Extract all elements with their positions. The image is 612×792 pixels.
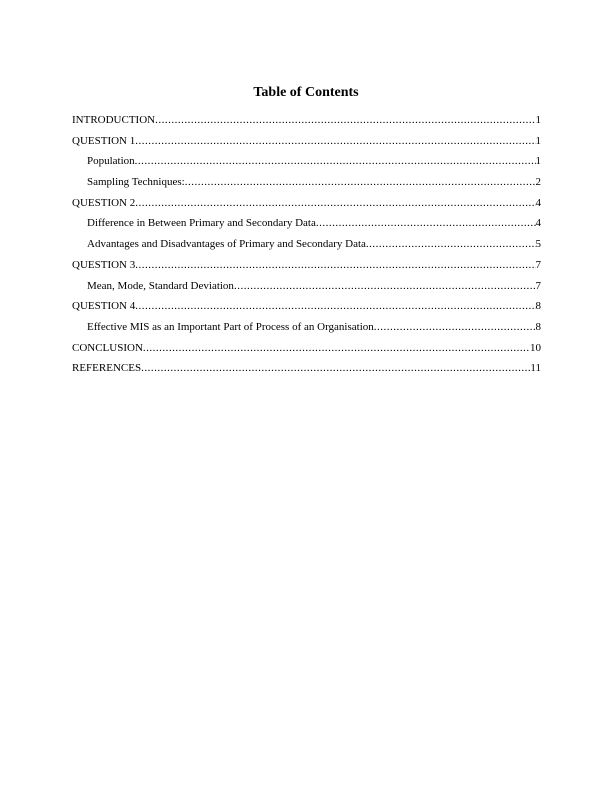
toc-dot-leader	[135, 155, 536, 168]
toc-dot-leader	[185, 176, 536, 189]
toc-entry-references[interactable]	[72, 362, 541, 383]
toc-entry-conclusion[interactable]	[72, 342, 541, 363]
toc-entry-page: 1	[535, 114, 541, 126]
toc-dot-leader	[366, 238, 536, 251]
toc-entry-label: INTRODUCTION	[72, 114, 156, 126]
toc-dot-leader	[135, 300, 535, 313]
toc-entry-label: Mean, Mode, Standard Deviation	[87, 279, 234, 292]
toc-entry-page: 10	[530, 341, 541, 354]
toc-title: Table of Contents	[253, 85, 359, 100]
toc-entry-introduction[interactable]	[72, 114, 541, 135]
toc-dot-leader	[135, 197, 535, 210]
toc-entry-question-3[interactable]	[72, 259, 541, 280]
toc-entry-page: 5	[535, 238, 541, 251]
toc-entry-mean-mode-sd[interactable]	[72, 280, 541, 301]
toc-entry-page: 8	[535, 300, 541, 313]
toc-entry-label: Population	[87, 155, 135, 168]
toc-entry-question-4[interactable]	[72, 300, 541, 321]
toc-entry-page: 2	[535, 176, 541, 189]
toc-entry-label: Sampling Techniques:	[87, 176, 185, 189]
toc-entry-page: 8	[535, 320, 541, 333]
toc-entry-page: 1	[535, 155, 541, 168]
toc-entry-population[interactable]	[72, 155, 541, 176]
toc-dot-leader	[143, 342, 530, 355]
toc-entry-label: REFERENCES	[72, 362, 142, 375]
toc-entry-label: CONCLUSION	[72, 341, 143, 354]
toc-entry-question-2[interactable]	[72, 197, 541, 218]
toc-dot-leader	[234, 280, 536, 293]
toc-dot-leader	[155, 114, 535, 127]
toc-dot-leader	[135, 135, 535, 148]
toc-entry-page: 11	[530, 362, 541, 375]
toc-entry-label: QUESTION 2	[72, 196, 136, 209]
toc-entry-effective-mis[interactable]	[72, 321, 541, 342]
toc-entry-label: QUESTION 4	[72, 300, 136, 313]
toc-entry-question-1[interactable]	[72, 135, 541, 156]
toc-entry-page: 4	[535, 217, 541, 230]
toc-entry-page: 4	[535, 196, 541, 209]
toc-entry-page: 7	[535, 279, 541, 292]
toc-dot-leader	[141, 362, 530, 375]
toc-entry-advantages-disadvantages[interactable]	[72, 238, 541, 259]
toc-entry-label: Advantages and Disadvantages of Primary and Secondary Data	[87, 238, 366, 251]
toc-dot-leader	[374, 321, 536, 334]
toc-entry-label: Effective MIS as an Important Part of Process of an Organisation	[87, 320, 374, 333]
toc-entry-page: 1	[535, 134, 541, 147]
toc-dot-leader	[316, 217, 536, 230]
toc-list	[72, 114, 541, 383]
toc-entry-sampling-techniques[interactable]	[72, 176, 541, 197]
toc-entry-label: Difference in Between Primary and Secondary Data	[87, 217, 316, 230]
toc-dot-leader	[135, 259, 535, 272]
toc-entry-difference-primary-secondary[interactable]	[72, 217, 541, 238]
toc-entry-page: 7	[535, 258, 541, 271]
toc-entry-label: QUESTION 1	[72, 134, 136, 147]
toc-entry-label: QUESTION 3	[72, 258, 136, 271]
